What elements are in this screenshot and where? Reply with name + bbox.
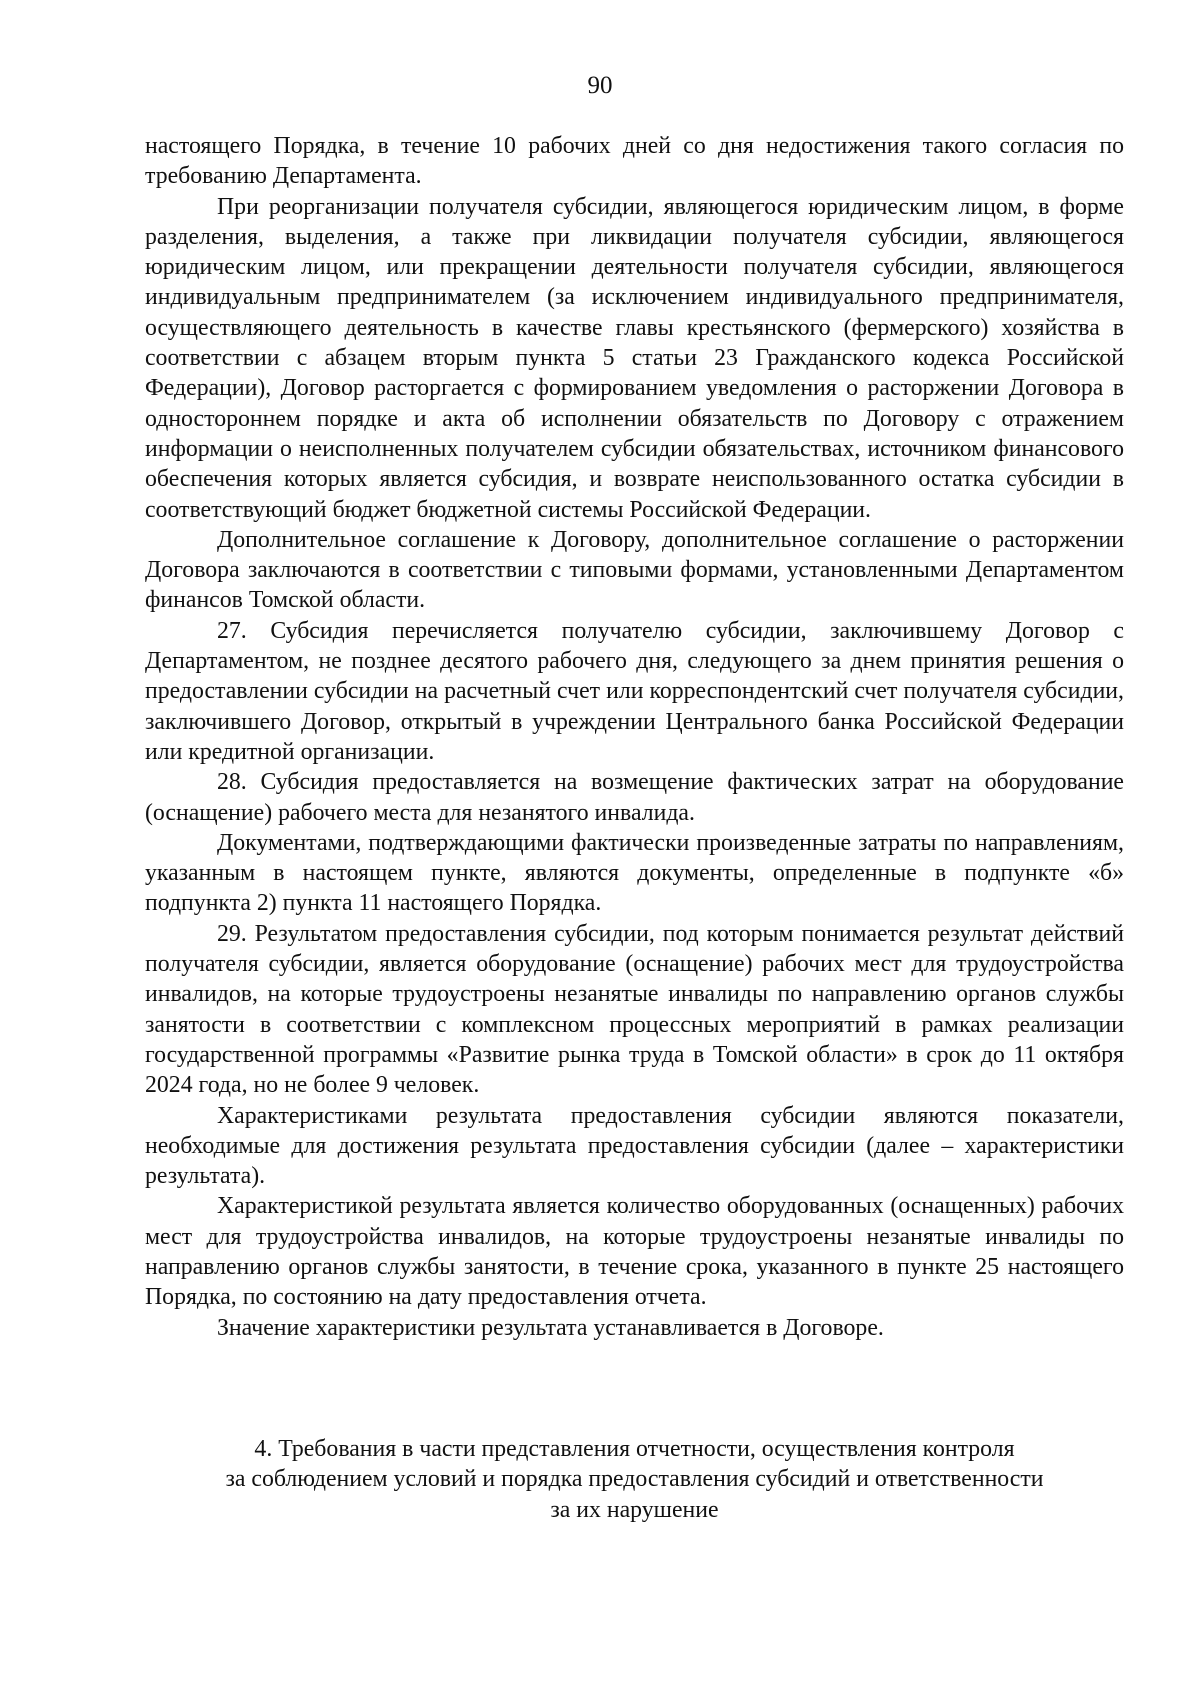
page-number: 90 <box>587 72 613 99</box>
paragraph-characteristics: Характеристиками результата предоставления субсидии являются показатели, необходимые для достижения результата предоставления субсидии (далее – характеристики результата). <box>145 1102 1124 1190</box>
section-heading-line: 4. Требования в части представления отчетности, осуществления контроля <box>254 1436 1015 1462</box>
paragraph-item-28: 28. Субсидия предоставляется на возмещение фактических затрат на оборудование (оснащение) рабочего места для незанятого инвалида. <box>145 769 1124 826</box>
document-body <box>145 131 1124 1343</box>
section-heading-line: за соблюдением условий и порядка предоставления субсидий и ответственности <box>225 1466 1044 1493</box>
paragraph-item-29: 29. Результатом предоставления субсидии, под которым понимается результат действий получателя субсидии, является оборудование (оснащение) рабочих мест для трудоустройства инвалидов, на которые трудоустроены незанятые инвалиды по направлению органов службы занятости в соответствии с комплексном процессных мероприятий в рамках реализации государственной программы «Развитие рынка труда в Томской области» в срок до 11 октября 2024 года, но не более 9 человек. <box>145 920 1124 1099</box>
section-heading <box>145 1434 1124 1525</box>
paragraph-item-27: 27. Субсидия перечисляется получателю субсидии, заключившему Договор с Департаментом, не позднее десятого рабочего дня, следующего за днем принятия решения о предоставлении субсидии на расчетный счет или корреспондентский счет получателя субсидии, заключившего Договор, открытый в учреждении Центрального банка Российской Федерации или кредитной организации. <box>145 617 1124 765</box>
section-heading-line: за их нарушение <box>550 1496 719 1523</box>
paragraph-additional-agreement: Дополнительное соглашение к Договору, дополнительное соглашение о расторжении Договора заключаются в соответствии с типовыми формами, установленными Департаментом финансов Томской области. <box>145 526 1124 614</box>
paragraph-reorganization: При реорганизации получателя субсидии, являющегося юридическим лицом, в форме разделения, выделения, а также при ликвидации получателя субсидии, являющегося юридическим лицом, или прекращении деятельности получателя субсидии, являющегося индивидуальным предпринимателем (за исключением индивидуального предпринимателя, осуществляющего деятельность в качестве главы крестьянского (фермерского) хозяйства в соответствии с абзацем вторым пункта 5 статьи 23 Гражданского кодекса Российской Федерации), Договор расторгается с формированием уведомления о расторжении Договора в одностороннем порядке и акта об исполнении обязательств по Договору с отражением информации о неисполненных получателем субсидии обязательствах, источником финансового обеспечения которых является субсидия, и возврате неиспользованного остатка субсидии в соответствующий бюджет бюджетной системы Российской Федерации. <box>145 193 1124 523</box>
paragraph-documents: Документами, подтверждающими фактически произведенные затраты по направлениям, указанным в настоящем пункте, являются документы, определенные в подпункте «б» подпункта 2) пункта 11 настоящего Порядка. <box>145 829 1124 917</box>
paragraph-continuation: настоящего Порядка, в течение 10 рабочих дней со дня недостижения такого согласия по требованию Департамента. <box>145 133 1124 190</box>
paragraph-characteristic-value: Значение характеристики результата устанавливается в Договоре. <box>217 1314 884 1341</box>
paragraph-characteristic-definition: Характеристикой результата является количество оборудованных (оснащенных) рабочих мест для трудоустройства инвалидов, на которые трудоустроены незанятые инвалиды по направлению органов службы занятости, в течение срока, указанного в пункте 25 настоящего Порядка, по состоянию на дату предоставления отчета. <box>145 1193 1124 1311</box>
